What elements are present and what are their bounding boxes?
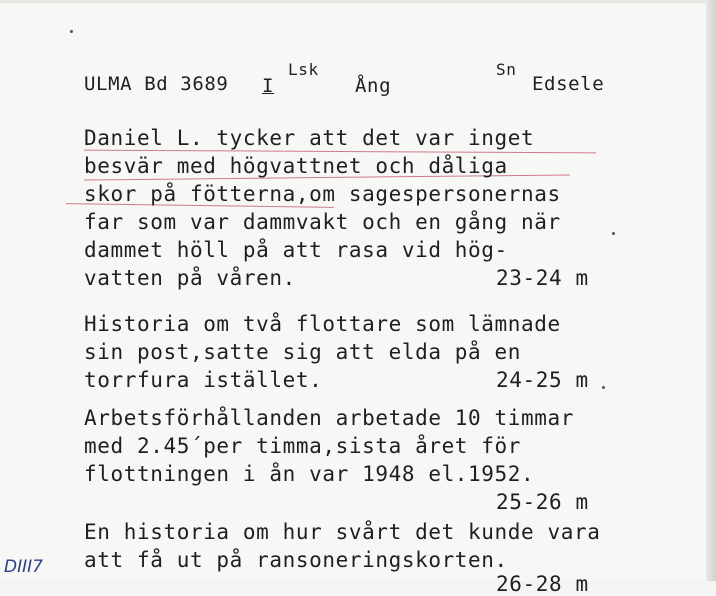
entry-line: besvär med högvattnet och dåliga bbox=[84, 154, 508, 178]
entry-line: dammet höll på att rasa vid hög- bbox=[84, 238, 508, 262]
card-top-edge bbox=[0, 0, 716, 3]
entry-line: att få ut på ransoneringskorten. bbox=[84, 548, 508, 572]
entry-time-reference: 24-25 m bbox=[496, 368, 589, 392]
parish-name: Edsele bbox=[532, 73, 605, 95]
archive-reference-suffix: I bbox=[262, 75, 275, 97]
entry-line: skor på fötterna,om sagespersonernas bbox=[84, 182, 561, 206]
entry-time-reference: 25-26 m bbox=[496, 490, 589, 514]
entry-line: sin post,satte sig att elda på en bbox=[84, 340, 522, 364]
scan-speck bbox=[612, 232, 615, 235]
entry-line: En historia om hur svårt det kunde vara bbox=[84, 520, 601, 544]
entry-line: torrfura istället. bbox=[84, 368, 323, 392]
entry-line: Daniel L. tycker att det var inget bbox=[84, 126, 535, 150]
scan-speck bbox=[70, 30, 73, 33]
entry-line: far som var dammvakt och en gång när bbox=[84, 210, 561, 234]
category-code: Ång bbox=[355, 75, 392, 97]
parish-label: Sn bbox=[496, 60, 517, 79]
entry-line: Historia om två flottare som lämnade bbox=[84, 312, 561, 336]
entry-line: flottningen i ån var 1948 el.1952. bbox=[84, 462, 535, 486]
informant-code: Lsk bbox=[288, 60, 319, 79]
entry-time-reference: 23-24 m bbox=[496, 266, 589, 290]
entry-line: Arbetsförhållanden arbetade 10 timmar bbox=[84, 406, 574, 430]
margin-annotation: DIII7 bbox=[4, 557, 43, 577]
underline-mark bbox=[84, 150, 596, 154]
entry-line: vatten på våren. bbox=[84, 266, 296, 290]
entry-time-reference: 26-28 m bbox=[496, 572, 589, 596]
entry-line: med 2.45´per timma,sista året för bbox=[84, 434, 522, 458]
card-right-edge bbox=[706, 0, 716, 581]
scan-speck bbox=[602, 386, 605, 389]
archive-reference: ULMA Bd 3689 bbox=[84, 73, 229, 95]
